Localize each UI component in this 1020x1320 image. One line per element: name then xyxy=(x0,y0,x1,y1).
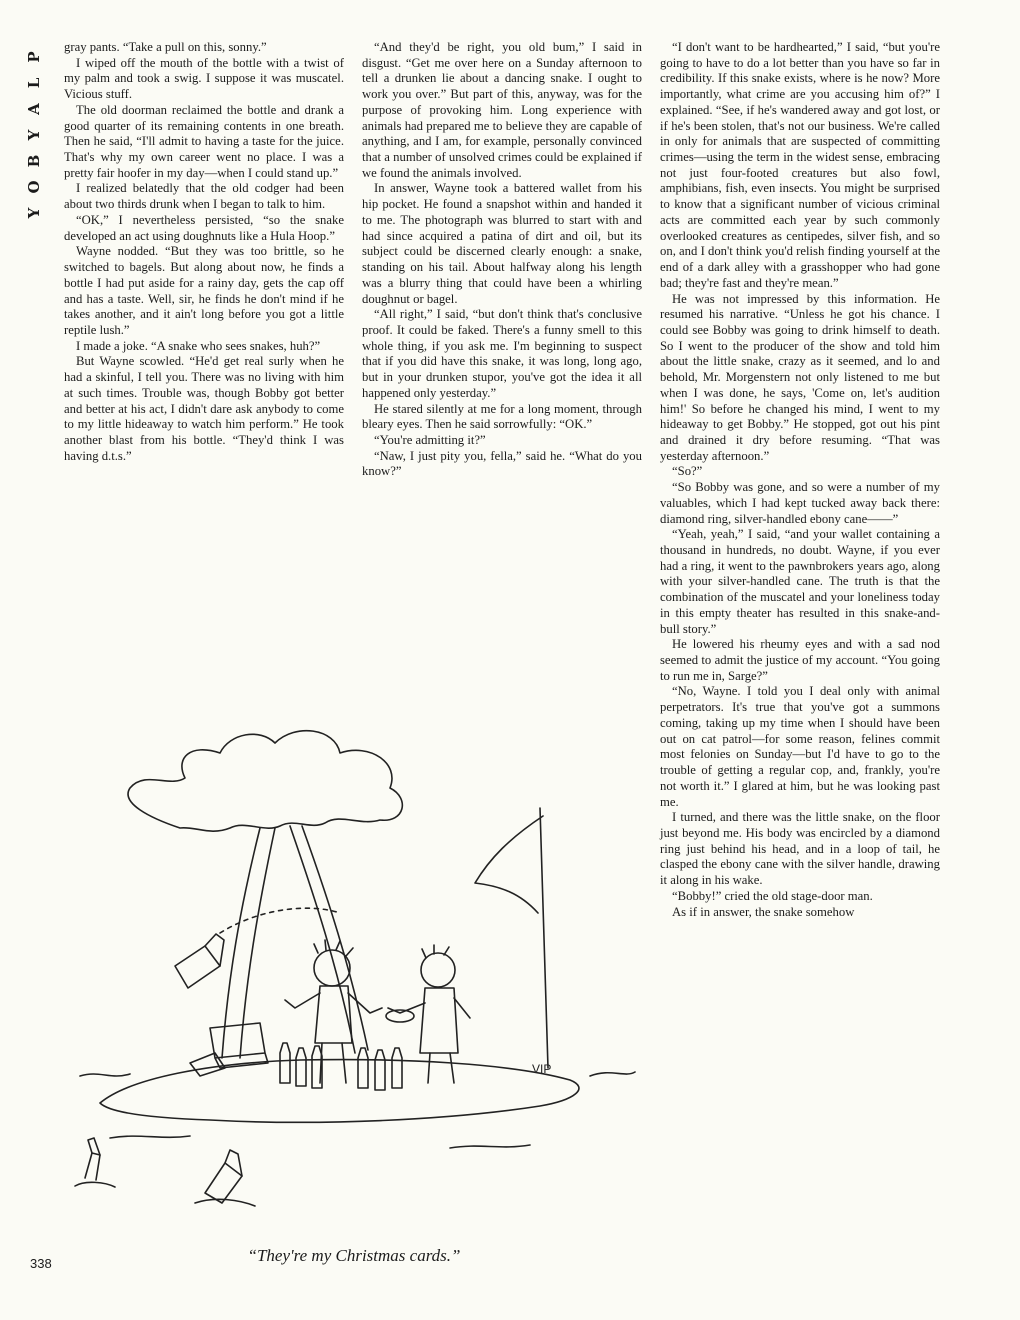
floating-bottle-center xyxy=(195,1150,255,1206)
magazine-letter: A xyxy=(25,103,43,115)
cartoon-illustration xyxy=(70,708,640,1244)
paragraph: “No, Wayne. I told you I deal only with animal perpetrators. It's true that you've got a summons coming, taking up my time when I should have been out on cat patrol—for some reason, felines commit most felonies on Sunday—but I'd have to go to the trouble of getting a regular cop, and, frankly, you're not worth it.” I glared at him, but he was looking past me. xyxy=(660,684,940,809)
paragraph: I made a joke. “A snake who sees snakes, huh?” xyxy=(76,338,321,353)
paragraph: “So Bobby was gone, and so were a number of my valuables, which I had kept tucked away back there: diamond ring, silver-handled ebony cane——” xyxy=(660,480,940,526)
paragraph: But Wayne scowled. “He'd get real surly when he had a skinful, I tell you. There was no living with him at such times. Trouble was, though Bobby got better and better at his act, I didn't dare ask anybody to come to my little hideaway to watch him perform.” He took another blast from his bottle. “They'd think I was having d.t.s.” xyxy=(64,354,344,463)
flag-pole xyxy=(540,808,548,1068)
paragraph: “OK,” I nevertheless persisted, “so the snake developed an act using doughnuts like a Hula Hoop.” xyxy=(64,212,344,243)
magazine-letter: L xyxy=(25,77,43,89)
magazine-letter: Y xyxy=(25,129,43,141)
paragraph: Wayne nodded. “But they was too brittle, so he switched to bagels. But along about now, he finds a bottle I had put aside for a rainy day, gets the cap off and has a taste. Well, sir, he finds he don't mind if he takes another, and it ain't long before you got a little reptile lush.” xyxy=(64,244,344,337)
crate xyxy=(210,1023,268,1068)
magazine-name-vertical xyxy=(24,44,44,226)
paragraph: “So?” xyxy=(672,464,703,479)
palm-fronds xyxy=(128,731,402,831)
magazine-letter: B xyxy=(25,154,43,168)
paragraph: I wiped off the mouth of the bottle with a twist of my palm and took a swig. I suppose it was muscatel. Vicious stuff. xyxy=(64,55,344,102)
magazine-letter: O xyxy=(25,180,43,194)
paragraph: “Naw, I just pity you, fella,” said he. “What do you know?” xyxy=(362,448,642,479)
paragraph: “Bobby!” cried the old stage-door man. xyxy=(672,888,873,903)
island xyxy=(100,1060,579,1123)
text-column-1 xyxy=(64,40,344,464)
paragraph: gray pants. “Take a pull on this, sonny.” xyxy=(64,40,267,54)
paragraph: The old doorman reclaimed the bottle and drank a good quarter of its remaining contents in one breath. Then he said, “I'll admit to having a taste for the juice. That's why my own career went no place. I was a pretty fair hoofer in my day—when I could stand up.” xyxy=(64,102,344,180)
bottles-on-island xyxy=(280,1043,402,1090)
paragraph: “You're admitting it?” xyxy=(374,432,486,447)
paragraph: He was not impressed by this information. He resumed his narrative. “Unless he got his chance. I could see Bobby was going to drink himself to death. So I went to the producer of the show and told him about the little snake, crazy as it seemed, and lo and behold, Mr. Morgenstern not only listened to me but when I was done, he says, 'Come on, let's audition him!' So before he changed his mind, I went to my hideaway to get Bobby.” He stopped, got out his pint and drained it dry before resuming. “That was yesterday afternoon.” xyxy=(660,291,940,463)
artist-signature: VIP xyxy=(532,1062,552,1076)
paragraph: “I don't want to be hardhearted,” I said, “but you're going to have to do a lot better than you have so far in credibility. If this snake exists, where is he now? More importantly, what crime are you accusing him of?” I explained. “See, if he's wandered away and got lost, or if he's been stolen, that's not our business. We're called in only for animals that are suspected of committing crimes—using the term in the widest sense, embracing not just four-footed creatures but also fowl, amphibians, fish, even insects. You might be surprised to know that a significant number of vicious criminal acts are committed each year by such commonly overlooked creatures as centipedes, silver fish, and so on, and I don't think you'd relish finding yourself at the end of a dark alley with a grasshopper who had gone bad; they're fast and they're mean.” xyxy=(660,40,940,290)
flag xyxy=(475,816,543,913)
paragraph: As if in answer, the snake somehow xyxy=(672,904,855,919)
paragraph: In answer, Wayne took a battered wallet from his hip pocket. He found a snapshot within and handed it to me. The photograph was blurred to start with and had since acquired a patina of dirt and oil, but its subject could be discerned clearly enough: a snake, standing on his tail. About halfway along his length was a blurry thing that could have been a whirling doughnut or bagel. xyxy=(362,181,642,306)
palm-trunk-right xyxy=(290,826,368,1053)
paragraph: I turned, and there was the little snake, on the floor just beyond me. His body was encircled by a diamond ring just behind his head, and in a loop of tail, he clasped the ebony cane with the silver handle, drawing it along in his wake. xyxy=(660,810,940,888)
cartoon-caption: “They're my Christmas cards.” xyxy=(247,1246,461,1265)
paragraph: “And they'd be right, you old bum,” I said in disgust. “Get me over here on a Sunday afternoon to tell a drunken lie about a dancing snake. I ought to work you over.” But part of this, anyway, was for the purpose of provoking him. Long experience with animals had prepared me to believe they are capable of anything, and I am, for example, personally convinced that a number of unsolved crimes could be explained if we found the animals involved. xyxy=(362,40,642,180)
page-number: 338 xyxy=(30,1256,52,1271)
floating-bottle-left xyxy=(75,1138,115,1187)
paragraph: “Yeah, yeah,” I said, “and your wallet containing a thousand in hundreds, no doubt. Wayne, if you ever had a ring, it went to the pawnbrokers years ago, along with your silver-handled cane. The truth is that the combination of the muscatel and your loneliness today in this empty theater has resulted in this snake-and-bull story.” xyxy=(660,527,940,636)
magazine-letter: P xyxy=(25,51,43,63)
text-column-2 xyxy=(362,40,642,480)
paragraph: He stared silently at me for a long moment, through bleary eyes. Then he said sorrowfully: “OK.” xyxy=(362,401,642,432)
magazine-letter: Y xyxy=(25,207,43,219)
text-column-3 xyxy=(660,40,940,920)
paragraph: I realized belatedly that the old codger had been about two thirds drunk when I began to talk to him. xyxy=(64,181,344,212)
paragraph: “All right,” I said, “but don't think that's conclusive proof. It could be faked. There's a funny smell to this whole thing, if you ask me. I'm beginning to suspect that if you did have this snake, it was long, long ago, but in your drunken stupor, you've got the idea it all happened only yesterday.” xyxy=(362,307,642,400)
paragraph: He lowered his rheumy eyes and with a sad nod seemed to admit the justice of my account. “You going to run me in, Sarge?” xyxy=(660,637,940,683)
